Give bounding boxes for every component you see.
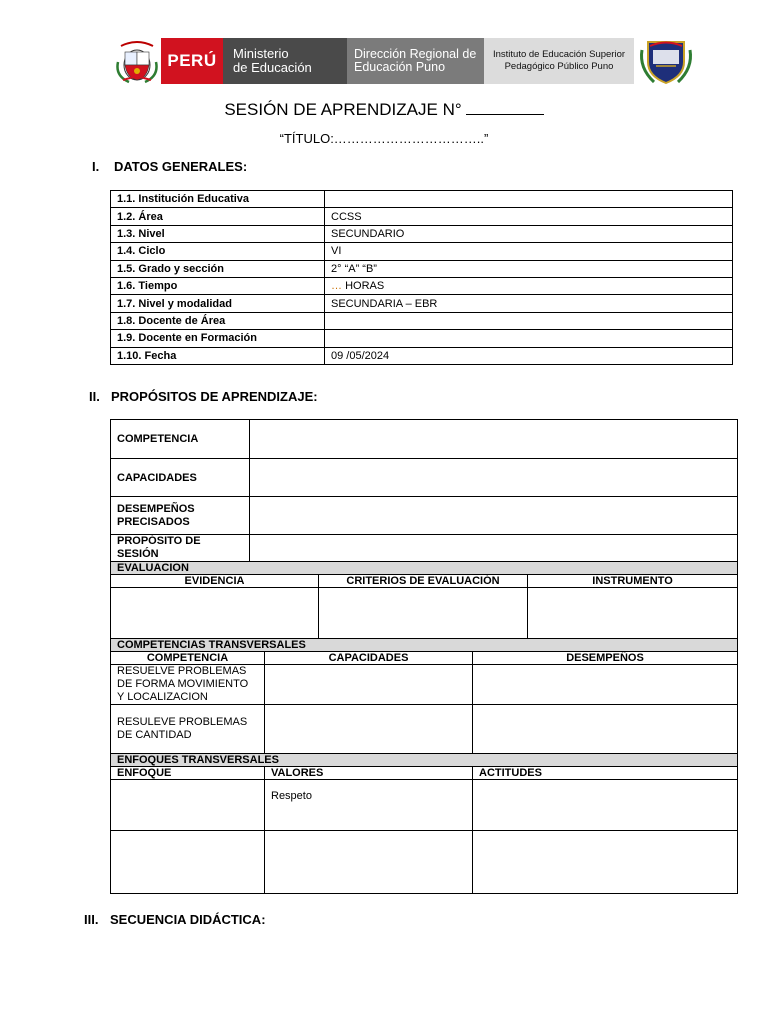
valores-cell[interactable]: [265, 831, 473, 894]
field-value[interactable]: 2° “A” “B”: [325, 260, 733, 277]
criterios-cell[interactable]: [319, 588, 528, 639]
table-row: [111, 295, 733, 312]
section-label: DATOS GENERALES:: [114, 159, 248, 174]
transversales-label: COMPETENCIAS TRANSVERSALES: [111, 639, 738, 652]
section-heading-3: [84, 912, 266, 927]
table-row: [111, 277, 733, 294]
enfoques-label: ENFOQUES TRANSVERSALES: [111, 754, 738, 767]
trans-desempenos-cell[interactable]: [473, 705, 738, 754]
session-title-text: SESIÓN DE APRENDIZAJE N°: [224, 100, 462, 119]
section-label: PROPÓSITOS DE APRENDIZAJE:: [111, 389, 318, 404]
trans-capacidades-cell[interactable]: [265, 705, 473, 754]
evidencia-header: EVIDENCIA: [111, 575, 319, 588]
table-row: [111, 225, 733, 242]
enfoque-cell[interactable]: [111, 831, 265, 894]
field-value[interactable]: 09 /05/2024: [325, 347, 733, 364]
trans-competencia-cell: RESULEVE PROBLEMAS DE CANTIDAD: [111, 705, 265, 754]
field-value-text: HORAS: [345, 280, 385, 293]
enfoques-header-row: [111, 767, 738, 780]
field-label: 1.1. Institución Educativa: [111, 191, 325, 208]
proposito-cell[interactable]: [250, 535, 738, 562]
section-heading-2: [89, 389, 318, 404]
field-label: 1.5. Grado y sección: [111, 260, 325, 277]
field-label: 1.7. Nivel y modalidad: [111, 295, 325, 312]
table-row: [111, 535, 738, 562]
table-row: [111, 665, 738, 705]
table-row: [111, 312, 733, 329]
capacidades-label: CAPACIDADES: [111, 459, 250, 497]
transversales-header-row: [111, 652, 738, 665]
valores-cell: Respeto: [265, 780, 473, 831]
field-label: 1.9. Docente en Formación: [111, 330, 325, 347]
table-row: [111, 831, 738, 894]
table-row: [111, 705, 738, 754]
header-banner: [113, 38, 634, 84]
section-number: III.: [84, 912, 99, 927]
section-number: I.: [92, 159, 100, 174]
datos-generales-table: [110, 190, 733, 365]
transversales-bar: [111, 639, 738, 652]
section-heading-1: [92, 159, 247, 174]
institute-line-1: Instituto de Educación Superior: [492, 49, 626, 60]
field-label: 1.6. Tiempo: [111, 277, 325, 294]
actitudes-cell[interactable]: [473, 780, 738, 831]
table-row: [111, 497, 738, 535]
instrumento-header: INSTRUMENTO: [528, 575, 738, 588]
session-subtitle: “TÍTULO:……………………………..”: [279, 131, 489, 146]
table-row: [111, 208, 733, 225]
field-label: 1.8. Docente de Área: [111, 312, 325, 329]
evaluacion-bar: [111, 562, 738, 575]
table-row: [111, 330, 733, 347]
criterios-header: CRITERIOS DE EVALUACIÓN: [319, 575, 528, 588]
field-label: 1.4. Ciclo: [111, 243, 325, 260]
session-number-blank[interactable]: [466, 100, 544, 115]
enfoque-header: ENFOQUE: [111, 767, 265, 780]
valores-header: VALORES: [265, 767, 473, 780]
section-number: II.: [89, 389, 100, 404]
table-row: [111, 420, 738, 459]
field-label: 1.3. Nivel: [111, 225, 325, 242]
evidencia-cell[interactable]: [111, 588, 319, 639]
table-row: [111, 347, 733, 364]
propositos-table: [110, 419, 738, 894]
regional-line-1: Dirección Regional de: [354, 47, 477, 61]
evaluacion-header-row: [111, 575, 738, 588]
field-value[interactable]: [325, 330, 733, 347]
field-label: 1.10. Fecha: [111, 347, 325, 364]
session-title: [0, 100, 768, 120]
trans-competencia-header: COMPETENCIA: [111, 652, 265, 665]
field-value[interactable]: SECUNDARIO: [325, 225, 733, 242]
field-value[interactable]: [325, 312, 733, 329]
competencia-cell[interactable]: [250, 420, 738, 459]
actitudes-header: ACTITUDES: [473, 767, 738, 780]
table-row: [111, 243, 733, 260]
desempenos-cell[interactable]: [250, 497, 738, 535]
enfoque-cell[interactable]: [111, 780, 265, 831]
table-row: [111, 588, 738, 639]
evaluacion-label: EVALUACION: [111, 562, 738, 575]
regional-direction-label: [347, 38, 484, 84]
competencia-label: COMPETENCIA: [111, 420, 250, 459]
ministry-line-2: de Educación: [233, 60, 312, 75]
table-row: [111, 260, 733, 277]
trans-competencia-cell: RESUELVE PROBLEMAS DE FORMA MOVIMIENTO Y LOCALIZACION: [111, 665, 265, 705]
enfoques-bar: [111, 754, 738, 767]
field-prefix: …: [331, 280, 342, 293]
peru-coat-of-arms-icon: [113, 38, 161, 84]
trans-desempenos-cell[interactable]: [473, 665, 738, 705]
instrumento-cell[interactable]: [528, 588, 738, 639]
proposito-label: PROPÓSITO DE SESIÓN: [111, 535, 250, 562]
field-value[interactable]: [325, 277, 733, 294]
capacidades-cell[interactable]: [250, 459, 738, 497]
institute-logo-icon: [636, 36, 696, 86]
field-value[interactable]: VI: [325, 243, 733, 260]
institute-label: [484, 38, 634, 84]
table-row: [111, 459, 738, 497]
actitudes-cell[interactable]: [473, 831, 738, 894]
table-row: [111, 780, 738, 831]
trans-desempenos-header: DESEMPEÑOS: [473, 652, 738, 665]
trans-capacidades-cell[interactable]: [265, 665, 473, 705]
field-label: 1.2. Área: [111, 208, 325, 225]
regional-line-2: Educación Puno: [354, 60, 446, 74]
field-value[interactable]: CCSS: [325, 208, 733, 225]
ministry-label: [223, 38, 347, 84]
peru-label: PERÚ: [161, 38, 223, 84]
ministry-line-1: Ministerio: [233, 46, 289, 61]
section-label: SECUENCIA DIDÁCTICA:: [110, 912, 266, 927]
field-value[interactable]: SECUNDARIA – EBR: [325, 295, 733, 312]
institute-line-2: Pedagógico Público Puno: [504, 61, 614, 72]
table-row: [111, 191, 733, 208]
trans-capacidades-header: CAPACIDADES: [265, 652, 473, 665]
desempenos-label: DESEMPEÑOS PRECISADOS: [111, 497, 250, 535]
field-value[interactable]: [325, 191, 733, 208]
